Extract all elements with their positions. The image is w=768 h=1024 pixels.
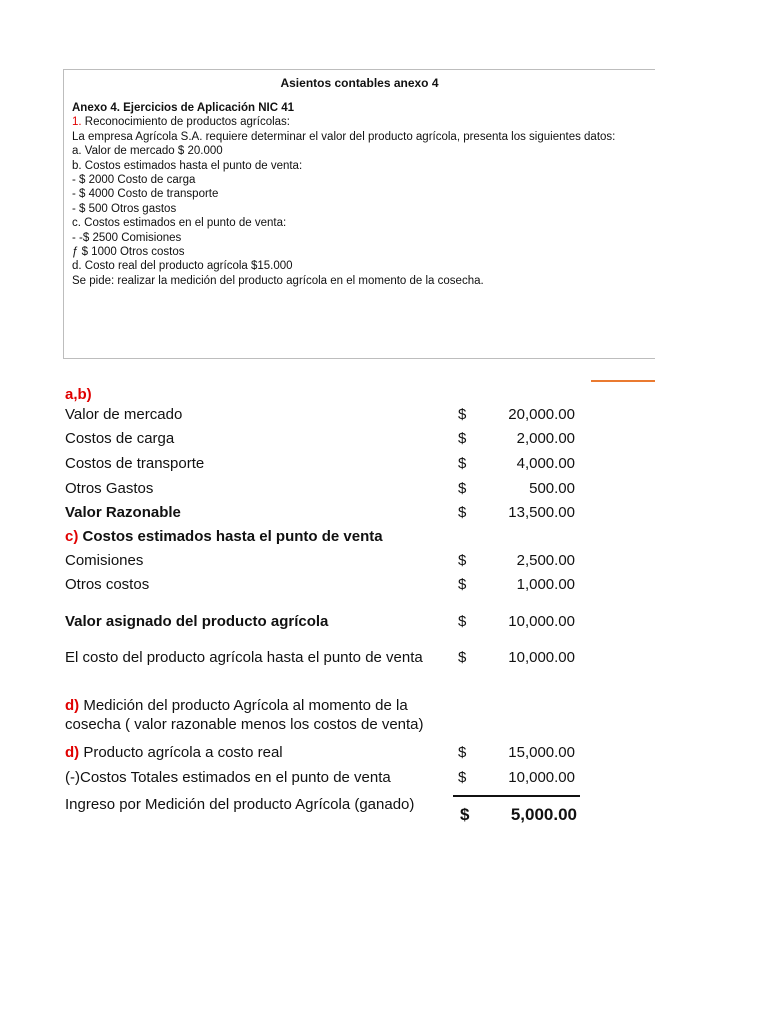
section-prefix: d) xyxy=(65,744,80,761)
row-amount: 2,500.00 xyxy=(516,552,575,569)
statement-text xyxy=(72,101,615,288)
row-currency: $ xyxy=(458,430,467,447)
total-underline xyxy=(453,795,580,797)
row-amount: 20,000.00 xyxy=(508,406,575,423)
table-row xyxy=(65,455,585,479)
table-row-ingreso xyxy=(65,796,585,820)
statement-line: La empresa Agrícola S.A. requiere determinar el valor del producto agrícola, presenta los siguientes datos: xyxy=(72,130,616,143)
exercise-statement-box xyxy=(63,69,655,359)
para-line-1 xyxy=(65,696,424,715)
table-row xyxy=(65,576,585,600)
para-line-2: cosecha ( valor razonable menos los costos de venta) xyxy=(65,716,424,733)
statement-line: - $ 500 Otros gastos xyxy=(72,202,177,215)
table-row-costo-punto-venta xyxy=(65,649,585,673)
item-text: Reconocimiento de productos agrícolas: xyxy=(81,116,290,129)
row-label: Costos de carga xyxy=(65,430,175,447)
row-currency: $ xyxy=(458,552,467,569)
item-number: 1. xyxy=(72,116,82,129)
row-label: Costos de transporte xyxy=(65,455,205,472)
row-currency: $ xyxy=(458,455,467,472)
section-text: Costos estimados hasta el punto de venta xyxy=(78,528,383,545)
row-label: Ingreso por Medición del producto Agrícola (ganado) xyxy=(65,796,415,813)
row-amount: 15,000.00 xyxy=(508,744,575,761)
statement-line: a. Valor de mercado $ 20.000 xyxy=(72,145,223,158)
statement-heading: Anexo 4. Ejercicios de Aplicación NIC 41 xyxy=(72,102,294,114)
row-label: Otros costos xyxy=(65,576,150,593)
table-row xyxy=(65,744,585,768)
row-currency: $ xyxy=(458,576,467,593)
statement-line: - -$ 2500 Comisiones xyxy=(72,231,182,244)
total-amount: 5,000.00 xyxy=(510,805,577,824)
row-currency: $ xyxy=(458,504,467,521)
statement-line: - $ 4000 Costo de transporte xyxy=(72,188,219,201)
para-text: Medición del producto Agrícola al momento de la xyxy=(79,697,408,714)
row-label: El costo del producto agrícola hasta el punto de venta xyxy=(65,649,423,666)
row-currency: $ xyxy=(458,744,467,761)
statement-line: ƒ $ 1000 Otros costos xyxy=(72,246,185,259)
section-d-paragraph xyxy=(65,696,424,734)
row-amount: 13,500.00 xyxy=(508,504,575,521)
row-label: Valor asignado del producto agrícola xyxy=(65,613,329,630)
total-currency: $ xyxy=(460,805,470,824)
statement-item-1 xyxy=(72,115,615,129)
section-prefix: d) xyxy=(65,697,80,714)
box-title: Asientos contables anexo 4 xyxy=(280,76,439,90)
row-currency: $ xyxy=(458,613,467,630)
table-row xyxy=(65,769,585,793)
table-row xyxy=(65,552,585,576)
row-amount: 500.00 xyxy=(529,480,575,497)
statement-line: - $ 2000 Costo de carga xyxy=(72,174,196,187)
table-row-total xyxy=(65,504,585,528)
row-label: (-)Costos Totales estimados en el punto de venta xyxy=(65,769,391,786)
row-label: Comisiones xyxy=(65,552,144,569)
row-amount: 2,000.00 xyxy=(516,430,575,447)
section-c-heading xyxy=(65,528,383,545)
row-amount: 10,000.00 xyxy=(508,613,575,630)
statement-line: Se pide: realizar la medición del producto agrícola en el momento de la cosecha. xyxy=(72,274,484,287)
section-ab-heading: a,b) xyxy=(65,386,92,403)
row-amount: 1,000.00 xyxy=(516,576,575,593)
row-currency: $ xyxy=(458,649,467,666)
row-currency: $ xyxy=(458,769,467,786)
row-amount: 10,000.00 xyxy=(508,649,575,666)
row-label: Otros Gastos xyxy=(65,480,154,497)
table-row xyxy=(65,430,585,454)
row-currency: $ xyxy=(458,480,467,497)
statement-line: b. Costos estimados hasta el punto de venta: xyxy=(72,159,303,172)
row-amount: 10,000.00 xyxy=(508,769,575,786)
table-row-valor-asignado xyxy=(65,613,585,637)
row-currency: $ xyxy=(458,406,467,423)
row-label xyxy=(65,744,283,761)
statement-line: c. Costos estimados en el punto de venta: xyxy=(72,217,287,230)
table-row xyxy=(65,480,585,504)
row-label-text: Producto agrícola a costo real xyxy=(79,744,283,761)
accent-divider xyxy=(591,380,655,382)
row-label: Valor de mercado xyxy=(65,406,183,423)
row-amount: 4,000.00 xyxy=(516,455,575,472)
table-row xyxy=(65,406,585,430)
section-prefix: c) xyxy=(65,528,79,545)
row-label: Valor Razonable xyxy=(65,504,181,521)
statement-line: d. Costo real del producto agrícola $15.000 xyxy=(72,260,293,273)
